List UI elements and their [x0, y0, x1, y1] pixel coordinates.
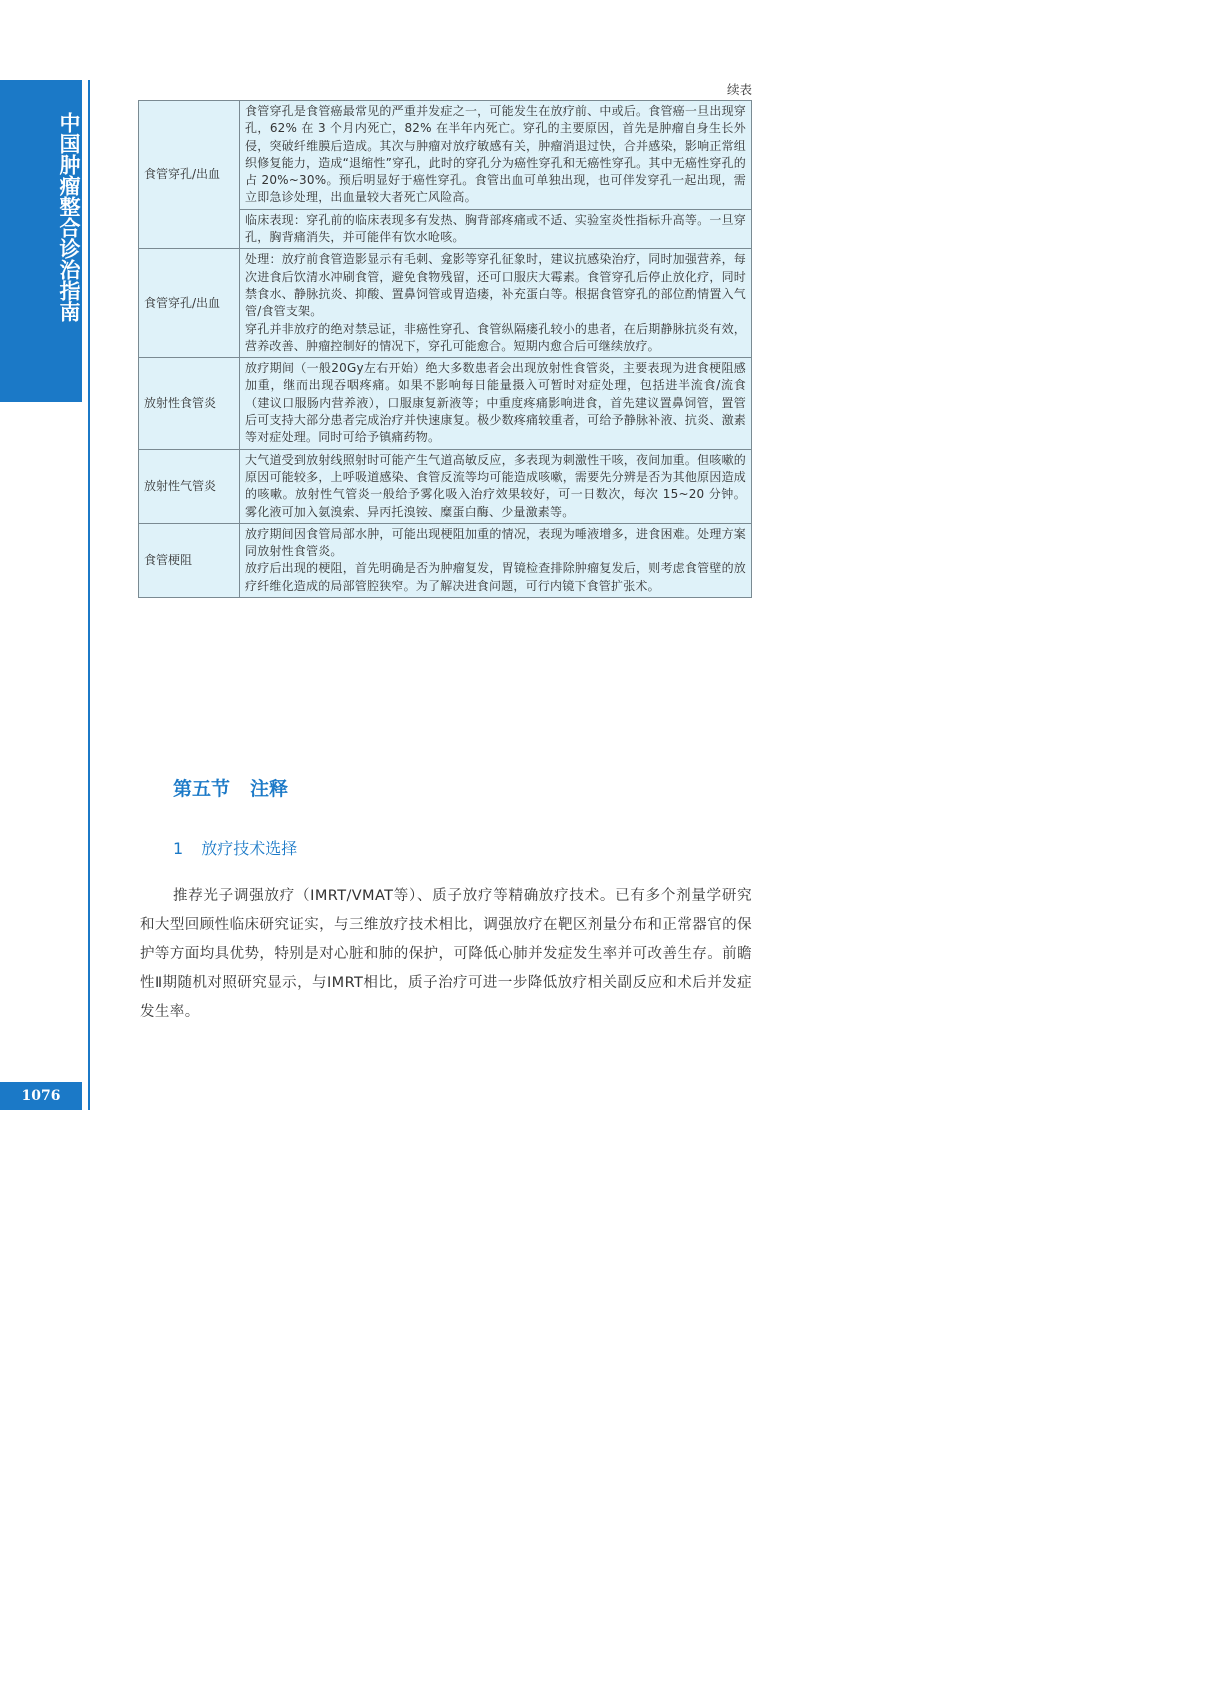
section-number: 第五节 [173, 778, 231, 800]
row-description: 食管穿孔是食管癌最常见的严重并发症之一，可能发生在放疗前、中或后。食管癌一旦出现穿孔，62% 在 3 个月内死亡，82% 在半年内死亡。穿孔的主要原因，首先是肿瘤自身生长外侵，突破纤维膜后造成。其次与肿瘤对放疗敏感有关，肿瘤消退过快，合并感染，影响正常组织修复能力，造成“退缩性”穿孔，此时的穿孔分为癌性穿孔和无癌性穿孔。其中无癌性穿孔的占 20%~30%。预后明显好于癌性穿孔。食管出血可单独出现，也可伴发穿孔一起出现，需立即急诊处理，出血量较大者死亡风险高。 [240, 101, 752, 210]
continued-label: 续表 [726, 82, 752, 97]
section-title: 注释 [250, 778, 289, 800]
subsection-number: 1 [173, 839, 184, 858]
row-description: 处理：放疗前食管造影显示有毛刺、龛影等穿孔征象时，建议抗感染治疗，同时加强营养，每次进食后饮清水冲刷食管，避免食物残留，还可口服庆大霉素。食管穿孔后停止放化疗，同时禁食水、静脉抗炎、抑酸、置鼻饲管或胃造瘘，补充蛋白等。根据食管穿孔的部位酌情置入气管/食管支架。 穿孔并非放疗的绝对禁忌证，非癌性穿孔、食管纵隔瘘孔较小的患者，在后期静脉抗炎有效，营养改善、肿瘤控制好的情况下，穿孔可能愈合。短期内愈合后可继续放疗。 [240, 249, 752, 358]
body-paragraph: 推荐光子调强放疗（IMRT/VMAT等）、质子放疗等精确放疗技术。已有多个剂量学研究和大型回顾性临床研究证实，与三维放疗技术相比，调强放疗在靶区剂量分布和正常器官的保护等方面均具优势，特别是对心脏和肺的保护，可降低心肺并发症发生率并可改善生存。前瞻性Ⅱ期随机对照研究显示，与IMRT相比，质子治疗可进一步降低放疗相关副反应和术后并发症发生率。 [140, 888, 752, 1020]
row-category: 食管穿孔/出血 [139, 249, 240, 358]
margin-rule [88, 80, 90, 1110]
subsection-heading [173, 836, 297, 859]
row-category: 放射性食管炎 [139, 358, 240, 449]
table-row [139, 523, 752, 597]
row-category: 放射性气管炎 [139, 449, 240, 523]
row-category: 食管梗阻 [139, 523, 240, 597]
row-description: 临床表现：穿孔前的临床表现多有发热、胸背部疼痛或不适、实验室炎性指标升高等。一旦穿孔，胸背痛消失，并可能伴有饮水呛咳。 [240, 209, 752, 249]
table-row [139, 358, 752, 449]
row-description: 大气道受到放射线照射时可能产生气道高敏反应，多表现为刺激性干咳，夜间加重。但咳嗽的原因可能较多，上呼吸道感染、食管反流等均可能造成咳嗽，需要先分辨是否为其他原因造成的咳嗽。放射性气管炎一般给予雾化吸入治疗效果较好，可一日数次，每次 15~20 分钟。雾化液可加入氨溴索、异丙托溴铵、糜蛋白酶、少量激素等。 [240, 449, 752, 523]
table-row [139, 101, 752, 210]
book-title: 中国肿瘤整合诊治指南 [57, 112, 81, 322]
subsection-title: 放疗技术选择 [201, 839, 298, 858]
complications-table [138, 100, 752, 598]
row-category: 食管穿孔/出血 [139, 101, 240, 249]
page-number: 1076 [0, 1082, 82, 1110]
section-heading [173, 774, 288, 801]
table-row [139, 249, 752, 358]
row-description: 放疗期间因食管局部水肿，可能出现梗阻加重的情况，表现为唾液增多，进食困难。处理方案同放射性食管炎。 放疗后出现的梗阻，首先明确是否为肿瘤复发，胃镜检查排除肿瘤复发后，则考虑食管壁的放疗纤维化造成的局部管腔狭窄。为了解决进食问题，可行内镜下食管扩张术。 [240, 523, 752, 597]
table-row [139, 449, 752, 523]
row-description: 放疗期间（一般20Gy左右开始）绝大多数患者会出现放射性食管炎，主要表现为进食梗阻感加重，继而出现吞咽疼痛。如果不影响每日能量摄入可暂时对症处理，包括进半流食/流食（建议口服肠内营养液），口服康复新液等；中重度疼痛影响进食，首先建议置鼻饲管，置管后可支持大部分患者完成治疗并快速康复。极少数疼痛较重者，可给予静脉补液、抗炎、激素等对症处理。同时可给予镇痛药物。 [240, 358, 752, 449]
